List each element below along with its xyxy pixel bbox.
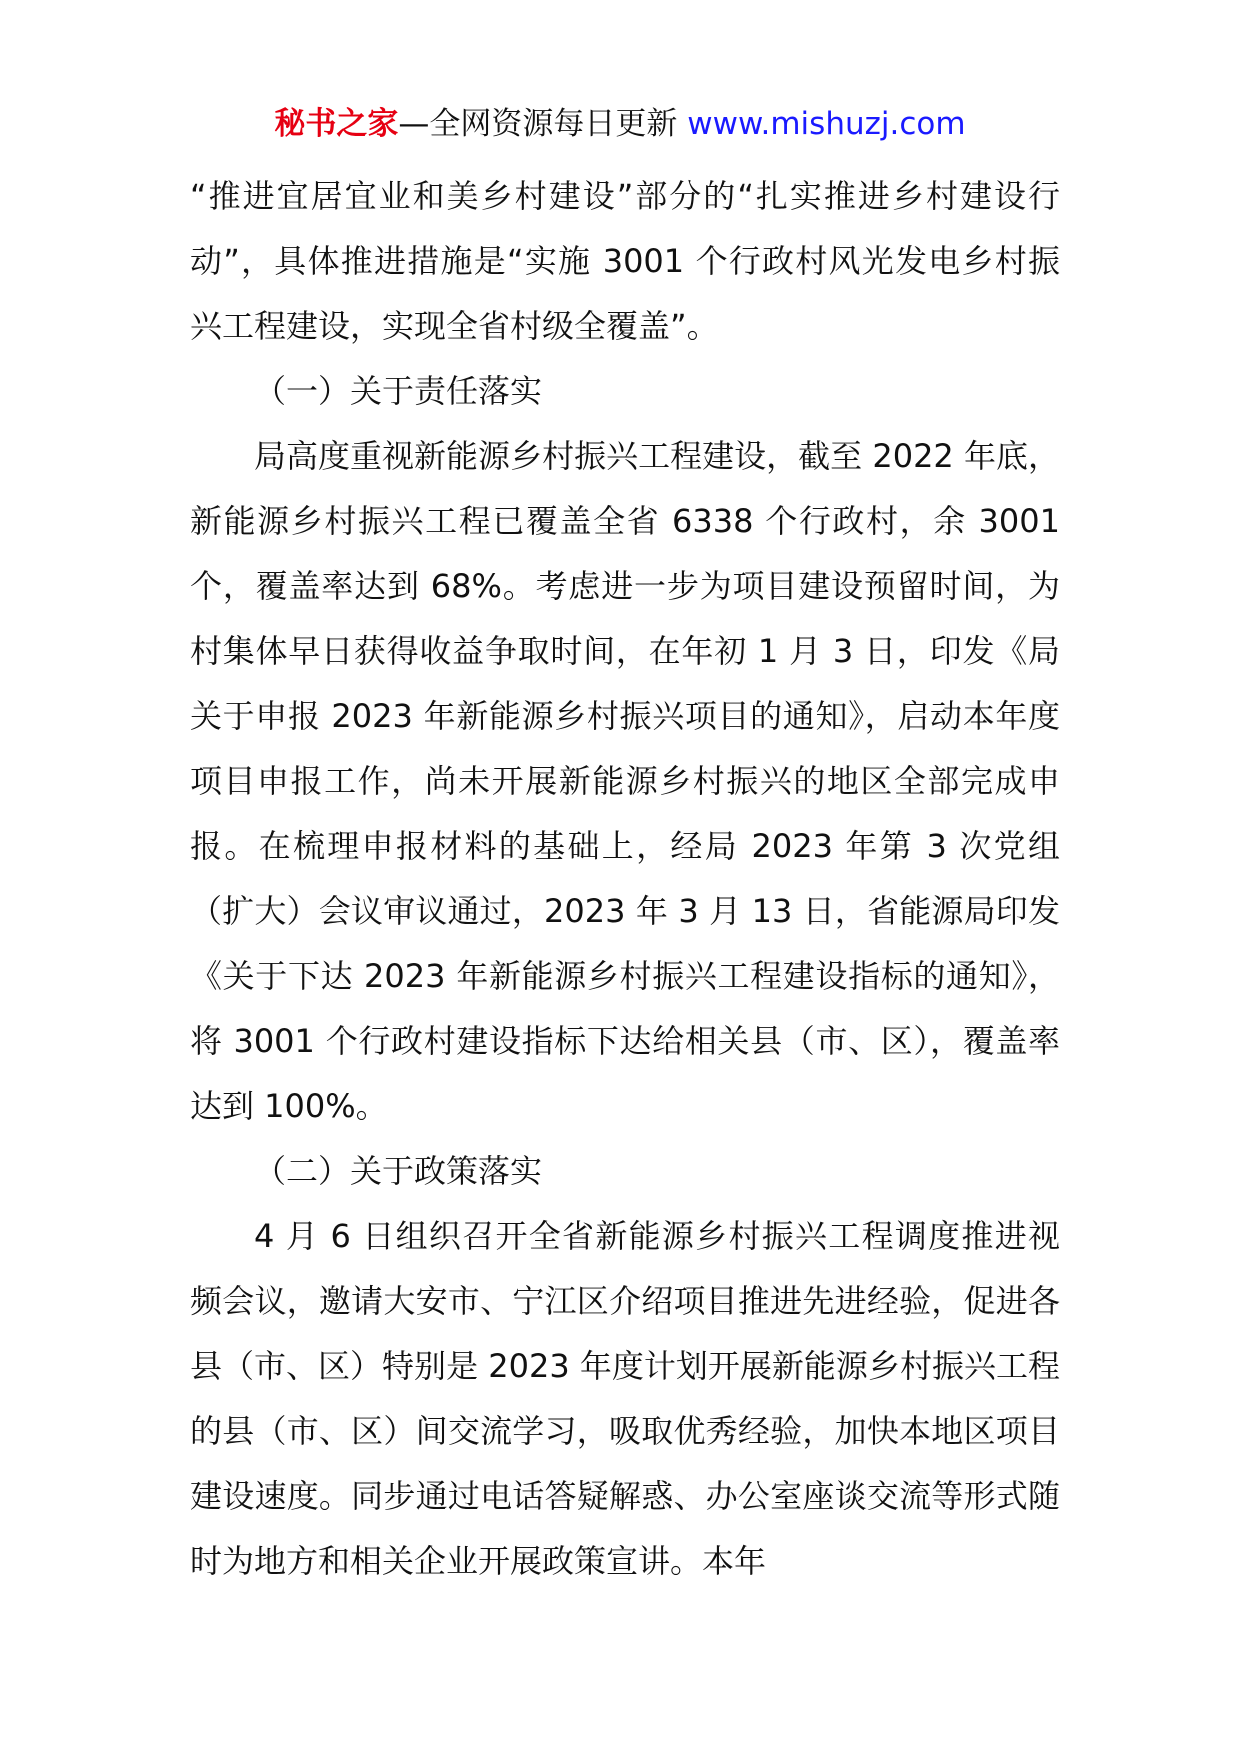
document-body [190,164,1060,1594]
site-brand: 秘书之家 [274,106,399,142]
site-url-link[interactable]: www.mishuzj.com [687,106,966,142]
page-header [0,104,1240,144]
paragraph-continuation: “推进宜居宜业和美乡村建设”部分的“扎实推进乡村建设行动”，具体推进措施是“实施 3001 个行政村风光发电乡村振兴工程建设，实现全省村级全覆盖”。 [190,177,1060,345]
paragraph-policy: 4 月 6 日组织召开全省新能源乡村振兴工程调度推进视频会议，邀请大安市、宁江区介绍项目推进先进经验，促进各县（市、区）特别是 2023 年度计划开展新能源乡村振兴工程的县（市、区）间交流学习，吸取优秀经验，加快本地区项目建设速度。同步通过电话答疑解惑、办公室座谈交流等形式随时为地方和相关企业开展政策宣讲。本年 [190,1217,1060,1580]
site-tagline: —全网资源每日更新 [398,106,688,142]
section-heading-policy: （二）关于政策落实 [254,1152,543,1190]
paragraph-responsibility: 局高度重视新能源乡村振兴工程建设，截至 2022 年底，新能源乡村振兴工程已覆盖全省 6338 个行政村，余 3001 个，覆盖率达到 68%。考虑进一步为项目建设预留时间，为村集体早日获得收益争取时间，在年初 1 月 3 日，印发《局关于申报 2023 年新能源乡村振兴项目的通知》，启动本年度项目申报工作，尚未开展新能源乡村振兴的地区全部完成申报。在梳理申报材料的基础上，经局 2023 年第 3 次党组（扩大）会议审议通过，2023 年 3 月 13 日，省能源局印发《关于下达 2023 年新能源乡村振兴工程建设指标的通知》，将 3001 个行政村建设指标下达给相关县（市、区），覆盖率达到 100%。 [190,437,1060,1125]
section-heading-responsibility: （一）关于责任落实 [254,372,543,410]
